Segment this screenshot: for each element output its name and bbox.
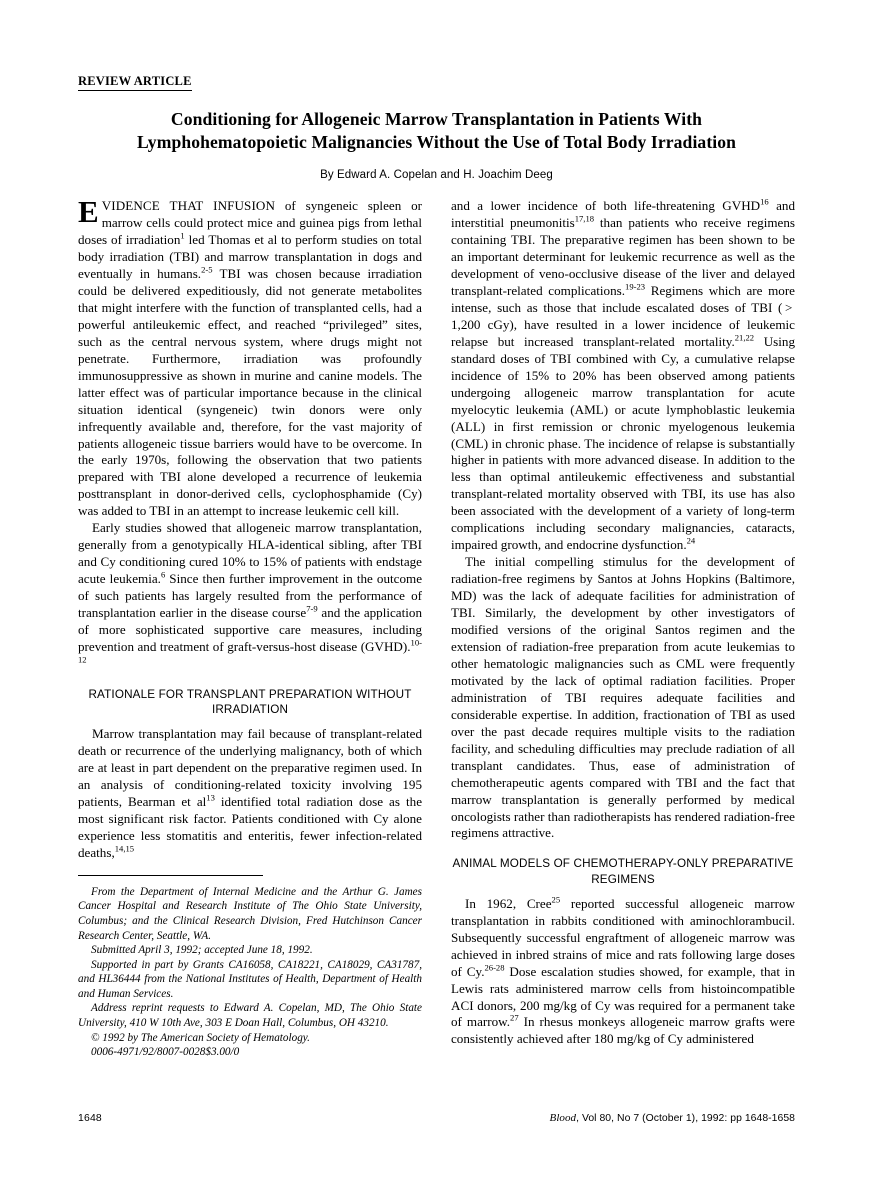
page-number: 1648	[78, 1113, 102, 1124]
paragraph-initial-stimulus: The initial compelling stimulus for the development of radiation-free regimens by Santos at Johns Hopkins (Baltimore, MD) was the lack of adequate facilities for administration of TBI. Similarly, the development by other investigators of modified versions of the original Santos regimen and the extension of radiation-free preparation from acute leukemias to other hematologic malignancies such as CML were frequently motivated by the lack of optimal radiation facilities. Proper administration of TBI requires adequate facilities and considerable expertise. In addition, fractionation of TBI as used over the past decade requires multiple visits to the radiation facility, and scheduling difficulties may preclude radiation of all transplant candidates. Thus, ease of administration of chemotherapeutic agents compared with TBI and the fact that marrow transplantation is generally performed by medical oncologists rather than radiotherapists has rendered radiation-free regimens attractive.	[451, 554, 795, 841]
journal-citation	[550, 1112, 795, 1124]
footnote-support: Supported in part by Grants CA16058, CA18221, CA18029, CA31787, and HL36444 from the National Institutes of Health, Department of Health and Human Services.	[78, 958, 422, 1000]
title-line-2: Lymphohematopoietic Malignancies Without the Use of Total Body Irradiation	[136, 131, 737, 152]
ref-marker: 1	[180, 230, 185, 241]
two-column-body	[78, 194, 795, 1059]
paragraph-text: In 1962, Cree	[465, 895, 552, 911]
ref-marker: 26-28	[484, 962, 505, 973]
paragraph-text: Since then further improvement in the outcome of such patients has largely resulted from the performance of transplantation earlier in the disease course	[78, 571, 423, 621]
paragraph-cree-1962	[451, 896, 795, 1049]
page-footer	[78, 1112, 795, 1124]
page-title	[78, 108, 795, 154]
paragraph-opening	[78, 194, 422, 520]
review-article-label: REVIEW ARTICLE	[78, 75, 192, 91]
paragraph-text: Dose escalation studies showed, for example, that in Lewis rats administered marrow cells from histoincompatible ACI donors, 200 mg/kg of Cy was required for a permanent take of marrow.	[451, 963, 795, 1030]
ref-marker: 24	[686, 535, 696, 546]
paragraph-text: TBI was chosen because irradiation could be delivered expeditiously, did not generate metabolites that might interfere with the function of transplanted cells, had a powerful antileukemic effect, and reached “privileged” sites, such as the central nervous system, where drugs might not penetrate. Furthermore, irradiation was profoundly immunosuppressive as shown in murine and canine models. The latter effect was of particular importance because in the clinical situation identical (syngeneic) twin donors were only infrequently available and, therefore, for the vast majority of patients allogeneic tissue barriers would have to be overcome. In the early 1970s, following the observation that two patients prepared with TBI alone developed a recurrence of leukemia posttransplant in donor-derived cells, cyclophosphamide (Cy) was added to TBI in an attempt to increase leukemic cell kill.	[78, 266, 422, 519]
section-heading-animal-models: ANIMAL MODELS OF CHEMOTHERAPY-ONLY PREPARATIVE REGIMENS	[452, 857, 794, 886]
paragraph-text: Regimens which are more intense, such as those that include escalated doses of TBI ( > 1,200 cGy), have resulted in a lower incidence of leukemic relapse but increased transplant-related mortality.	[451, 282, 795, 349]
paragraph-text: and the application of more sophisticated supportive care measures, including prevention and treatment of graft-versus-host disease (GVHD).	[78, 605, 422, 654]
footnote-copyright: © 1992 by The American Society of Hematology.	[91, 1031, 310, 1044]
right-column	[451, 198, 795, 1048]
paragraph-text: than patients who receive regimens containing TBI. The preparative regimen has been shown to be an important determinant for leukemic recurrence as well as the development of veno-occlusive disease of the liver and delayed transplant-related complications.	[451, 215, 795, 298]
paragraph-text: Using standard doses of TBI combined with Cy, a cumulative relapse incidence of 15% to 20% has been observed among patients undergoing allogeneic marrow transplantation for acute myelocytic leukemia (AML) or acute lymphoblastic leukemia (ALL) in first remission or chronic myelogenous leukemia (CML) in chronic phase. The incidence of relapse is substantially higher in patients with more advanced disease. In addition to the less than optimal antileukemic effectiveness and substantial transplant-related mortality observed with TBI, its use has also been associated with the development of a variety of long-term complications including secondary malignancies, cataracts, impaired growth, and endocrine dysfunction.	[451, 333, 795, 553]
footnote-divider	[78, 875, 263, 876]
ref-marker: 17,18	[574, 213, 595, 224]
citation-detail: , Vol 80, No 7 (October 1), 1992: pp 1648-1658	[576, 1113, 795, 1124]
ref-marker: 19-23	[625, 281, 646, 292]
ref-marker: 6	[160, 569, 166, 580]
paragraph-text: of syngeneic spleen or marrow cells could protect mice and guinea pigs from lethal doses of irradiation	[78, 198, 422, 248]
ref-marker: 13	[206, 792, 215, 803]
paragraph-text: In rhesus monkeys allogeneic marrow grafts were consistently achieved after 180 mg/kg of Cy administered	[451, 1014, 795, 1047]
ref-marker: 27	[510, 1013, 519, 1024]
ref-marker: 14,15	[114, 843, 135, 854]
paragraph-gvhd-continuation	[451, 198, 795, 554]
paragraph-text: and interstitial pneumonitis	[451, 198, 795, 231]
byline: By Edward A. Copelan and H. Joachim Deeg	[320, 169, 553, 182]
paragraph-text: led Thomas et al to perform studies on total body irradiation (TBI) and marrow transplantation in dogs and eventually in humans.	[78, 232, 422, 281]
ref-marker: 7-9	[306, 603, 318, 614]
ref-marker: 25	[551, 894, 561, 905]
title-line-1: Conditioning for Allogeneic Marrow Transplantation in Patients With	[170, 108, 703, 129]
paragraph-early-studies	[78, 520, 422, 673]
review-article-label-wrap	[78, 72, 795, 91]
paragraph-marrow-transplantation	[78, 726, 422, 862]
footnote-affiliation: From the Department of Internal Medicine and the Arthur G. James Cancer Hospital and Research Institute of The Ohio State University, Columbus; and the Clinical Research Division, Fred Hutchinson Cancer Research Center, Seattle, WA.	[78, 885, 422, 942]
page-content	[78, 72, 795, 1060]
footnote-issn: 0006-4971/92/8007-0028$3.00/0	[91, 1046, 240, 1059]
section-heading-rationale: RATIONALE FOR TRANSPLANT PREPARATION WITHOUT IRRADIATION	[88, 687, 412, 717]
journal-name: Blood	[549, 1112, 577, 1124]
paragraph-text: identified total radiation dose as the most significant risk factor. Patients conditioned with Cy alone experience less stomatitis and enteritis, fewer infection-related deaths,	[78, 794, 422, 860]
drop-cap: E	[78, 194, 99, 230]
ref-marker: 2-5	[201, 264, 213, 275]
ref-marker: 10-12	[78, 637, 422, 665]
opening-caps: VIDENCE THAT INFUSION	[101, 198, 276, 214]
ref-marker: 16	[760, 196, 769, 207]
footnote-reprints: Address reprint requests to Edward A. Copelan, MD, The Ohio State University, 410 W 10th Ave, 303 E Doan Hall, Columbus, OH 43210.	[78, 1002, 422, 1029]
paragraph-text: and a lower incidence of both life-threatening GVHD	[451, 198, 761, 214]
paragraph-text: reported successful allogeneic marrow transplantation in rabbits conditioned with aminochlorambucil. Subsequently successful engraftment of allogeneic marrow was achieved in inbred strains of mice and rats following large doses of Cy.	[451, 895, 795, 979]
paragraph-text: Early studies showed that allogeneic marrow transplantation, generally from a genotypically HLA-identical sibling, after TBI and Cy conditioning cured 10% to 15% of patients with endstage acute leukemia.	[78, 520, 422, 587]
paragraph-text: Marrow transplantation may fail because of transplant-related death or recurrence of the underlying malignancy, both of which are at least in part dependent on the preparative regimen used. In an analysis of conditioning-related toxicity involving 195 patients, Bearman et al	[78, 726, 422, 810]
footnote-submitted: Submitted April 3, 1992; accepted June 18, 1992.	[91, 944, 313, 957]
ref-marker: 21,22	[734, 332, 755, 343]
left-column	[78, 194, 423, 1059]
